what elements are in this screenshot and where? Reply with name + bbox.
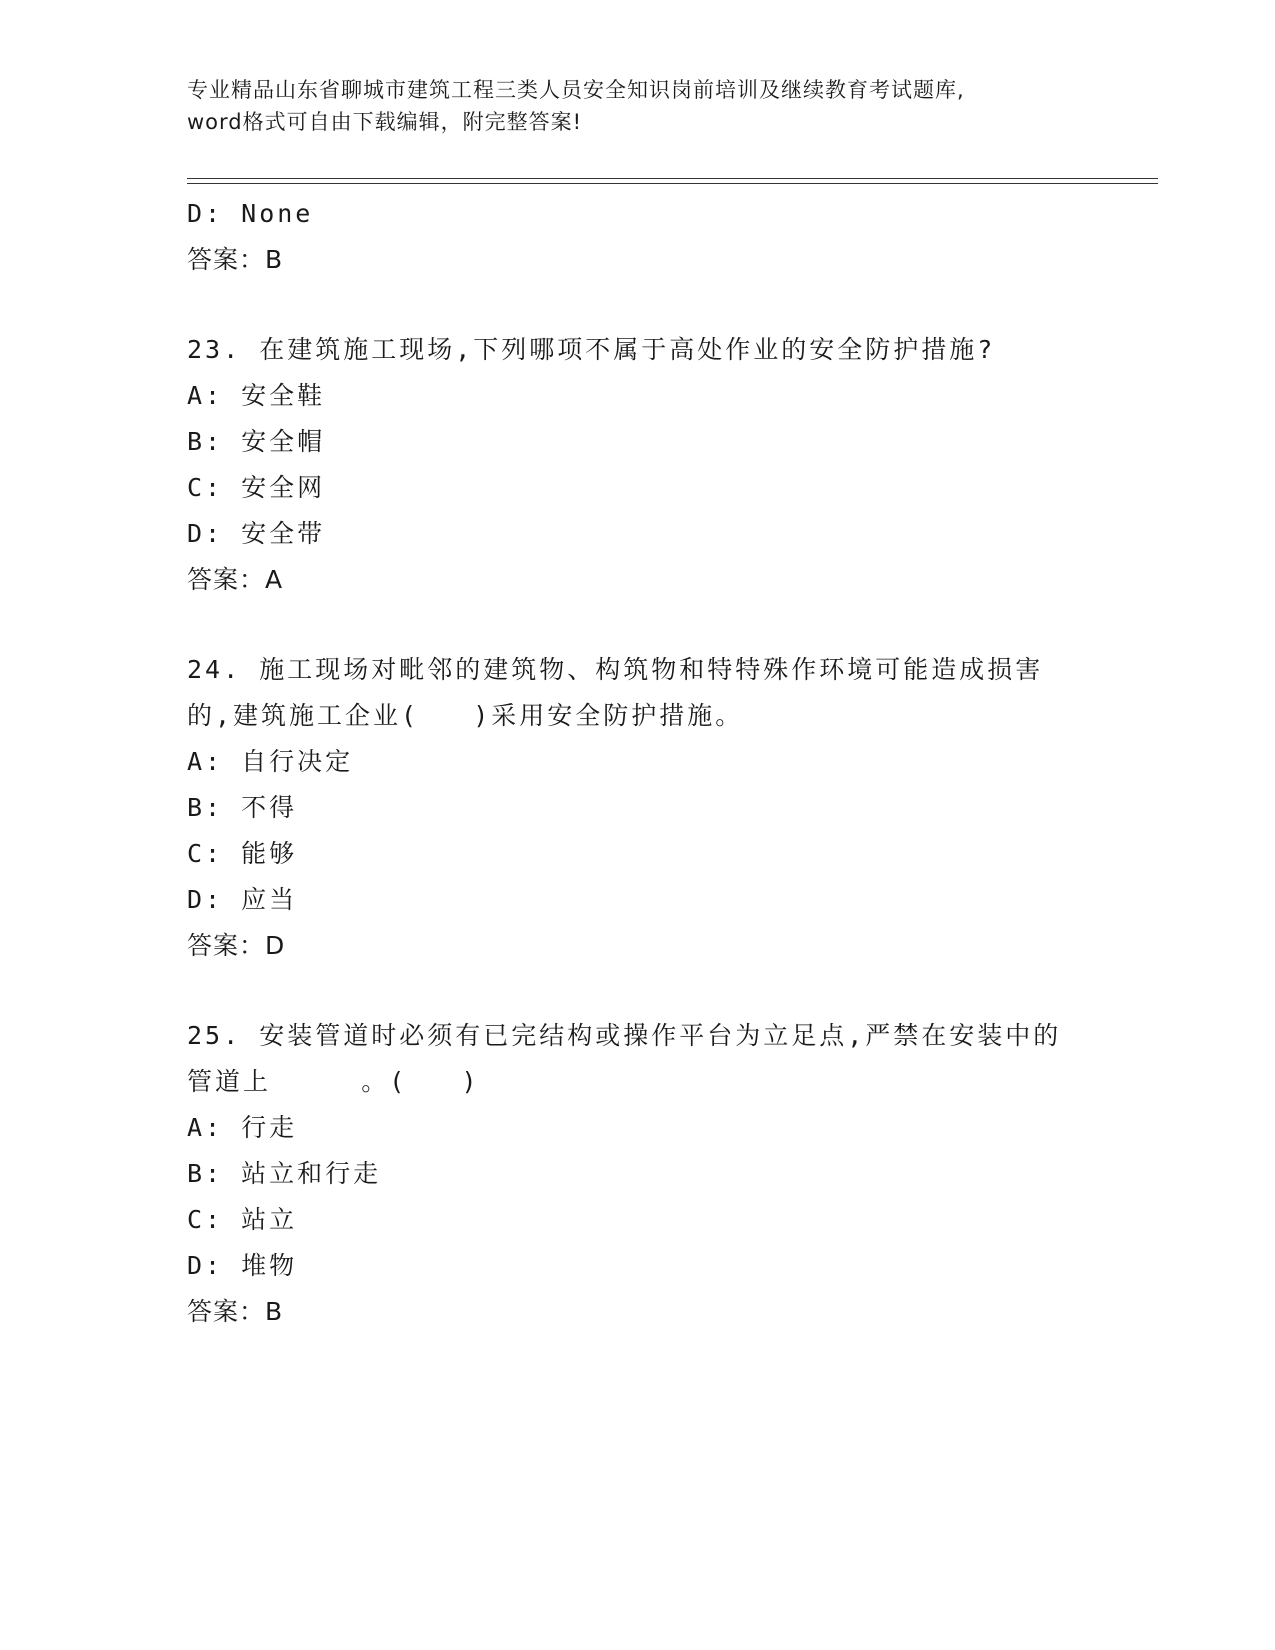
- question-stem-line-1: 25. 安装管道时必须有已完结构或操作平台为立足点,严禁在安装中的: [187, 1021, 1062, 1050]
- spacer: [187, 969, 1087, 1013]
- header-rule-bottom: [187, 183, 1158, 184]
- option-c: C: 能够: [187, 839, 298, 868]
- spacer: [187, 283, 1087, 327]
- prev-answer: 答案：B: [187, 245, 284, 274]
- question-content: [187, 191, 1087, 1335]
- option-a: A: 自行决定: [187, 747, 354, 776]
- answer: 答案：A: [187, 565, 284, 594]
- question-stem-line-1: 24. 施工现场对毗邻的建筑物、构筑物和特特殊作环境可能造成损害: [187, 655, 1044, 684]
- answer: 答案：D: [187, 931, 286, 960]
- header-line-1: 专业精品山东省聊城市建筑工程三类人员安全知识岗前培训及继续教育考试题库,: [187, 78, 965, 102]
- option-a: A: 行走: [187, 1113, 298, 1142]
- question-stem-line-2: 管道上 。( ): [187, 1067, 480, 1096]
- option-c: C: 站立: [187, 1205, 298, 1234]
- question-25: [187, 1013, 1087, 1335]
- option-b: B: 站立和行走: [187, 1159, 382, 1188]
- option-d: D: 应当: [187, 885, 298, 914]
- question-23: [187, 327, 1087, 603]
- option-a: A: 安全鞋: [187, 381, 326, 410]
- question-24: [187, 647, 1087, 969]
- question-stem: 23. 在建筑施工现场,下列哪项不属于高处作业的安全防护措施?: [187, 335, 996, 364]
- option-c: C: 安全网: [187, 473, 326, 502]
- header-line-2: word格式可自由下载编辑，附完整答案!: [187, 110, 583, 134]
- header-rule-top: [187, 178, 1158, 179]
- answer: 答案：B: [187, 1297, 284, 1326]
- spacer: [187, 603, 1087, 647]
- option-b: B: 不得: [187, 793, 298, 822]
- question-stem-line-2: 的,建筑施工企业( )采用安全防护措施。: [187, 701, 744, 730]
- document-header: [187, 74, 1087, 138]
- option-d: D: 安全带: [187, 519, 326, 548]
- option-b: B: 安全帽: [187, 427, 326, 456]
- prev-option-d: D: None: [187, 199, 314, 228]
- option-d: D: 堆物: [187, 1251, 298, 1280]
